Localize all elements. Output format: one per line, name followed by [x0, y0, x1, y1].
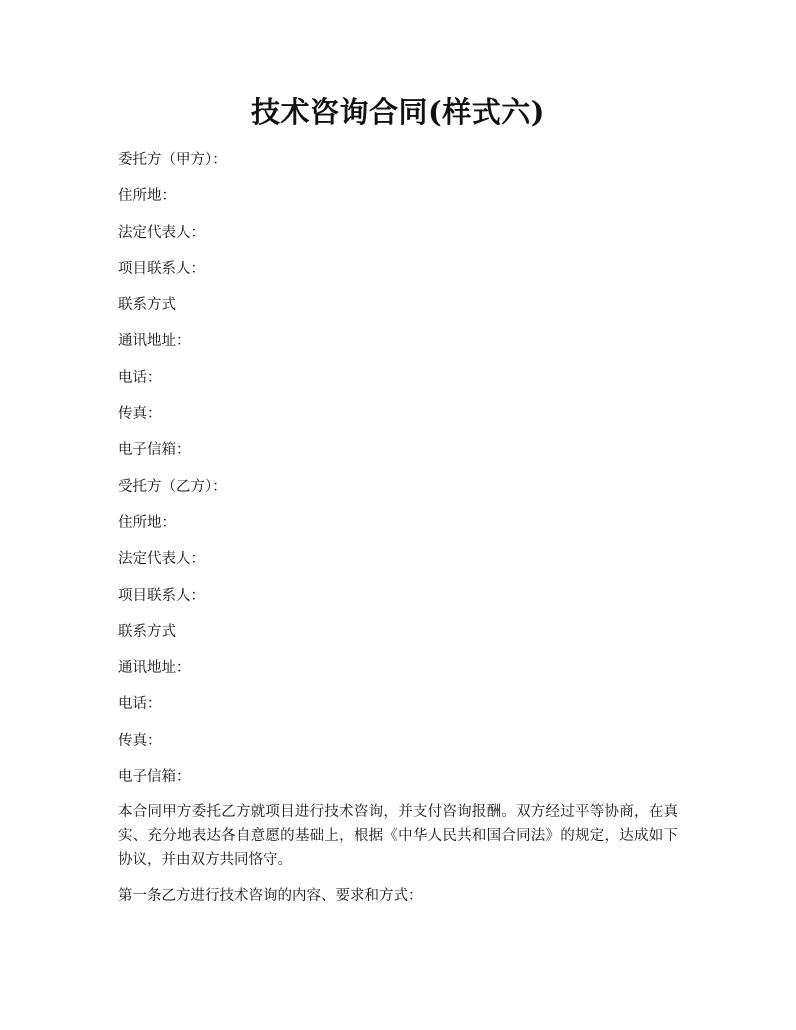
party-info-list: [118, 148, 698, 801]
preamble-paragraph: 本合同甲方委托乙方就项目进行技术咨询，并支付咨询报酬。双方经过平等协商，在真实、充分地表达各自意愿的基础上，根据《中华人民共和国合同法》的规定，达成如下协议，并由双方共同恪守。: [118, 804, 678, 868]
field-consultant-party: 受托方（乙方）：: [118, 478, 227, 495]
field-consultant-project-contact: 项目联系人：: [118, 587, 205, 604]
field-consultant-address: 住所地：: [118, 514, 176, 531]
field-client-project-contact: 项目联系人：: [118, 260, 205, 277]
field-client-mailing-address: 通讯地址：: [118, 333, 191, 350]
field-client-contact-method: 联系方式: [118, 297, 176, 314]
field-consultant-phone: 电话：: [118, 696, 162, 713]
field-client-email: 电子信箱：: [118, 442, 191, 459]
field-consultant-email: 电子信箱：: [118, 769, 191, 786]
field-client-address: 住所地：: [118, 188, 176, 205]
field-consultant-fax: 传真：: [118, 732, 162, 749]
field-client-legal-representative: 法定代表人：: [118, 224, 205, 241]
document-title: 技术咨询合同(样式六): [251, 95, 545, 129]
field-consultant-contact-method: 联系方式: [118, 623, 176, 640]
field-consultant-legal-representative: 法定代表人：: [118, 551, 205, 568]
clause-1-heading: 第一条乙方进行技术咨询的内容、要求和方式：: [118, 888, 423, 904]
field-client-phone: 电话：: [118, 369, 162, 386]
field-client-party: 委托方（甲方）：: [118, 152, 227, 168]
field-consultant-mailing-address: 通讯地址：: [118, 660, 191, 677]
field-client-fax: 传真：: [118, 406, 162, 423]
